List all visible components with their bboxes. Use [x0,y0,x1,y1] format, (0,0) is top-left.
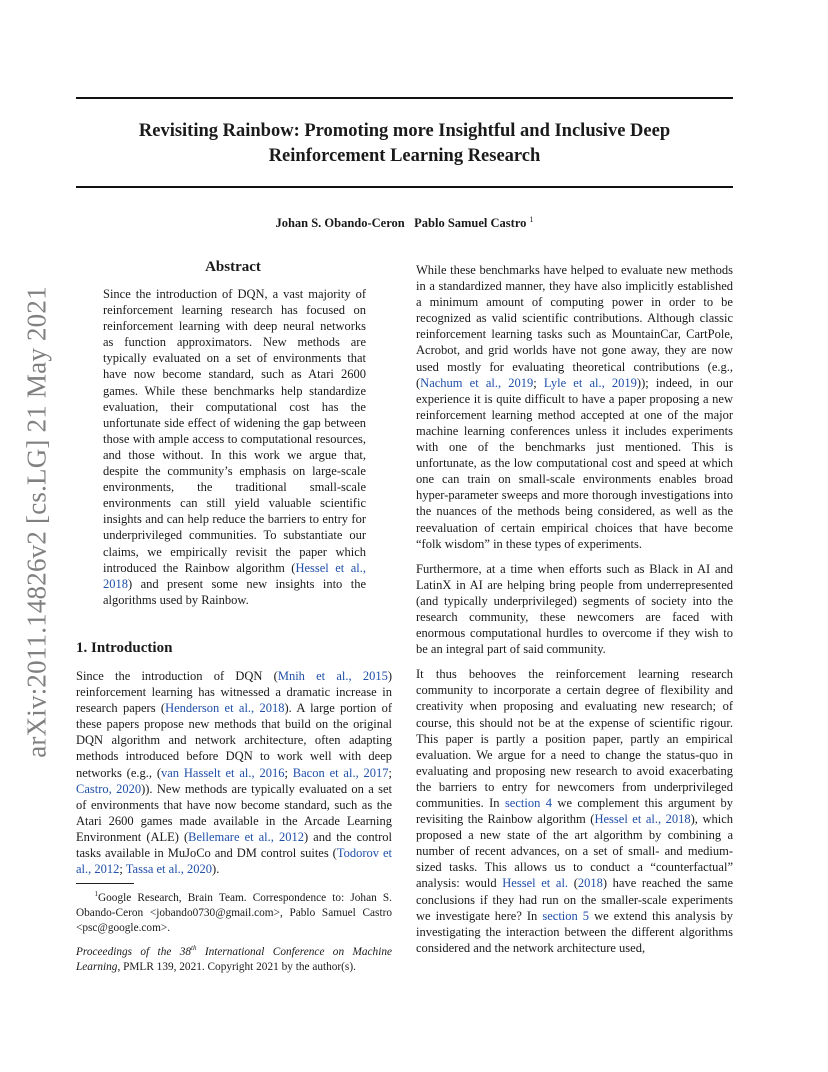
citation-link[interactable]: Hessel et al., 2018 [594,812,691,827]
footnote-mark: 1 [94,890,98,898]
body-text: )); indeed, in our experience it is quite difficult to have a paper proposing a new reinforcement learning method accepted at one of the major machine learning conferences unless it includes experiments with one of the benchmarks just mentioned. This is unfortunate, as the low computational cost and speed at which one can train on small-scale environments enables broad hyper-parameter sweeps and more thorough investigations into the nuances of the methods being considered, as well as the reevaluation of certain empirical choices that have become “folk wisdom” in these types of experiments. [416,375,733,551]
body-text: ( [568,876,578,891]
introduction-body [76,668,392,886]
proceedings-notice [76,941,392,975]
section-link[interactable]: section 5 [542,908,590,923]
abstract-text: ) and present some new insights into the algorithms used by Rainbow. [103,576,366,607]
citation-link[interactable]: Hessel et al., 2018 [103,560,366,591]
section-link[interactable]: section 4 [504,796,553,810]
body-text: ) have reached the same conclusions if they had run on the smaller-scale experiments we investigate here? In [416,876,733,923]
footnote-text: Google Research, Brain Team. Correspondence to: Johan S. Obando-Ceron <jobando0730@gmail.com>, Pablo Samuel Castro <psc@google.com>. [76,891,392,934]
body-text: Since the introduction of DQN ( [76,669,278,683]
body-text: ) reinforcement learning has witnessed a dramatic increase in research papers ( [76,669,392,716]
title-top-rule [76,97,733,99]
paragraph [416,262,733,552]
section-heading-introduction: 1. Introduction [76,640,173,656]
body-text: we extend this analysis by investigating the interaction between the different algorithms considered and the network architecture used, [416,908,733,955]
body-text: we complement this argument by revisiting the Rainbow algorithm ( [416,796,733,827]
body-text: While these benchmarks have helped to evaluate new methods in a standardized manner, they have also implicitly established a minimum amount of computing power in order to be recognized as valid scientific contributions. Although classic reinforcement learning tasks such as MountainCar, CartPole, Acrobot, and grid worlds have not gone away, they are now used mostly for evaluating theoretical contributions (e.g., ( [416,263,733,390]
title-bottom-rule [76,186,733,188]
body-text: ; [119,862,126,877]
body-text: ; [388,765,393,780]
author-names: Johan S. Obando-Ceron Pablo Samuel Castro [275,216,527,231]
body-text: It thus behooves the reinforcement learning research community to incorporate a certain degree of flexibility and creativity when proposing and evaluating new research; of course, this should not be at the expense of scientific rigour. This paper is partly a position paper, partly an empirical evaluation. We argue for a need to change the status-quo in evaluating and proposing new research to avoid exacerbating the barriers to entry for newcomers from underprivileged communities. In [416,667,733,810]
body-text: ) and the control tasks available in MuJoCo and DM control suites ( [76,829,393,861]
paper-title [76,119,733,169]
citation-link[interactable]: Lyle et al., 2019 [543,375,637,390]
title-line-2: Reinforcement Learning Research [268,146,541,166]
citation-link[interactable]: 2018 [577,876,603,891]
citation-link[interactable]: Castro, 2020 [76,781,142,796]
citation-link[interactable]: Tassa et al., 2020 [125,862,213,877]
abstract-heading: Abstract [205,259,261,275]
proceedings-text: Proceedings of the 38 [76,945,192,958]
body-text: ; [284,765,293,780]
paragraph: Furthermore, at a time when efforts such as Black in AI and LatinX in AI are helping bring people from underrepresented (and typically underprivileged) segments of society into the research community, these newcomers are faced with enormous computational hurdles to overcome if they wish to be an integral part of said community. [416,561,733,657]
right-column [416,262,733,965]
citation-link[interactable]: Hessel et al. [502,876,569,891]
body-text: ). [212,862,220,877]
body-text: ), which proposed a new state of the art algorithm by combining a number of recent advances, on a set of small- and medium-sized tasks. This allows us to conduct a “counterfactual” analysis: would [416,812,733,891]
citation-link[interactable]: Mnih et al., 2015 [277,669,388,683]
citation-link[interactable]: Bellemare et al., 2012 [188,829,304,844]
citation-link[interactable]: Bacon et al., 2017 [292,765,389,780]
proceedings-text: International Conference on Machine Learning [76,945,392,973]
arxiv-identifier-stamp: arXiv:2011.14826v2 [cs.LG] 21 May 2021 [21,286,52,758]
abstract-body [103,286,366,617]
citation-link[interactable]: van Hasselt et al., 2016 [161,765,285,780]
citation-link[interactable]: Henderson et al., 2018 [165,701,285,716]
citation-link[interactable]: Nachum et al., 2019 [420,375,534,390]
author-line [76,215,733,231]
citation-link[interactable]: Todorov et al., 2012 [76,846,392,877]
body-text: )). New methods are typically evaluated on a set of environments that have now become standard, such as the Atari 2600 games made available in the Arcade Learning Environment (ALE) ( [76,781,393,844]
affiliation-footnote [76,887,392,936]
paragraph [416,666,733,956]
proceedings-text: , PMLR 139, 2021. Copyright 2021 by the author(s). [117,960,356,973]
body-text: ). A large portion of these papers propose new methods that build on the original DQN algorithm and network architecture, often adapting methods introduced before DQN to work well with deep networks (e.g., ( [76,701,393,780]
title-line-1: Revisiting Rainbow: Promoting more Insightful and Inclusive Deep [138,121,671,141]
proceedings-ordinal: th [191,944,197,952]
footnote-rule [76,883,134,884]
affiliation-mark: 1 [529,215,534,224]
abstract-text: Since the introduction of DQN, a vast majority of reinforcement learning research has focused on reinforcement learning with deep neural networks as function approximators. New methods are typically evaluated on a set of environments that have now become standard, such as Atari 2600 games. While these benchmarks help standardize evaluation, their computational cost has the unfortunate side effect of widening the gap between those with ample access to computational resources, and those without. In this work we argue that, despite the community’s emphasis on large-scale environments, the traditional small-scale environments can still yield valuable scientific insights and can help reduce the barriers to entry for underprivileged communities. To substantiate our claims, we empirically revisit the paper which introduced the Rainbow algorithm ( [103,287,366,575]
body-text: ; [533,375,544,390]
